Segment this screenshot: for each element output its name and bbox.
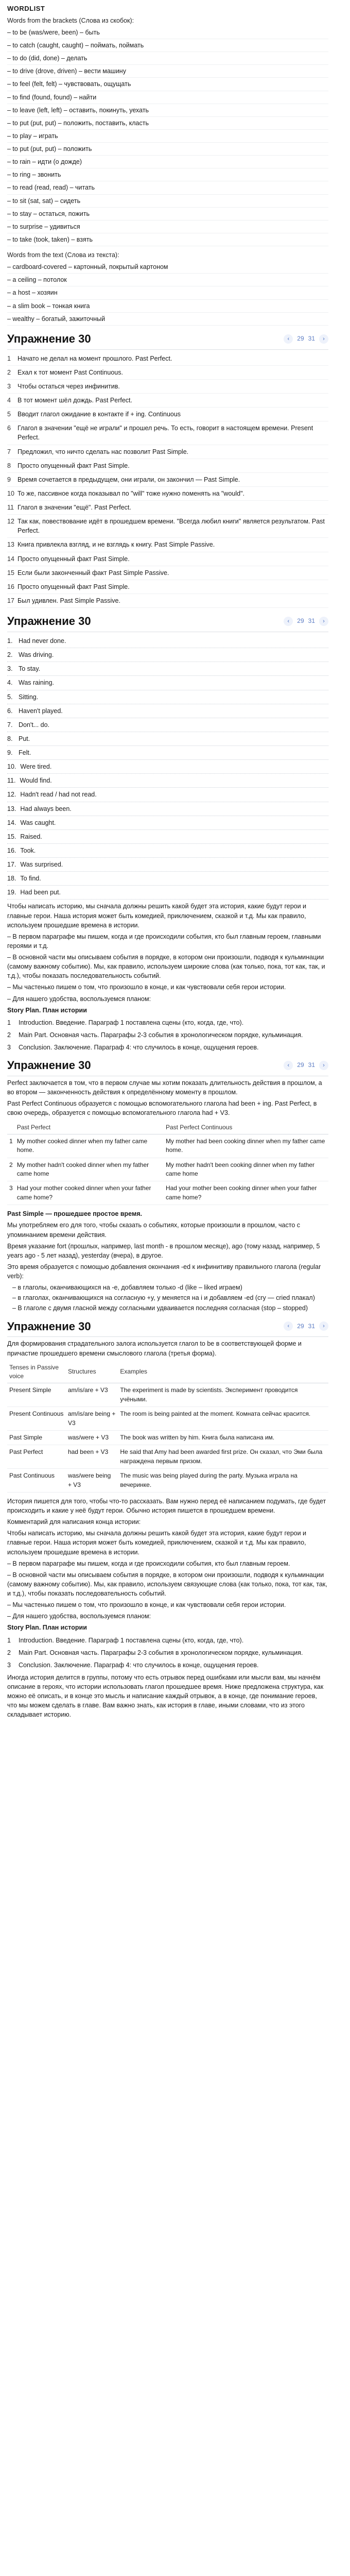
word-item: – a slim book – тонкая книга: [7, 300, 328, 313]
page-to[interactable]: 31: [308, 335, 315, 343]
answer-text: Raised.: [20, 833, 42, 840]
past-simple-markers: Время указание fort (прошлых, например, last month - в прошлом месяце), ago (тому назад, например, 5 years ago - 5 лет назад), yesterday (вчера), в другое.: [7, 1242, 320, 1259]
answer-text: Sitting.: [19, 693, 39, 701]
tip-paragraph: – Для нашего удобства, воспользуемся планом:: [7, 995, 151, 1003]
answer-row: [7, 634, 328, 648]
item-text: Просто опущенный факт Past Simple.: [18, 583, 130, 590]
word-item: – to do (did, done) – делать: [7, 52, 328, 65]
explanation-row: [7, 580, 328, 594]
page-nav: [284, 334, 328, 344]
item-text: В тот момент шёл дождь. Past Perfect.: [18, 397, 132, 404]
page-from[interactable]: 29: [297, 335, 304, 343]
item-number: 12: [7, 518, 14, 526]
plan-item: [7, 1018, 328, 1027]
plan-title: Story Plan. План истории: [7, 1624, 87, 1632]
table-row: [7, 1430, 328, 1445]
answer-text: Had never done.: [19, 637, 66, 645]
word-item: – to be (was/were, been) – быть: [7, 26, 328, 39]
answer-row: [7, 830, 328, 844]
explanation-row: [7, 473, 328, 487]
item-number: 5: [7, 411, 11, 418]
past-perfect-cell: My mother hadn't cooked dinner when my father came home: [15, 1158, 164, 1181]
explanation-row: [7, 445, 328, 459]
past-perfect-continuous-cell: My mother had been cooking dinner when my father came home.: [164, 1134, 328, 1158]
page-from[interactable]: 29: [297, 1322, 304, 1330]
intro-text-2: Past Perfect Continuous образуется с помощью вспомогательного глагола had been + ing. Past Perfect, в свою очередь, образуется с помощью вспомогательного глагола had + V3.: [7, 1100, 317, 1117]
answer-number: 4.: [7, 679, 13, 687]
explanation-row: [7, 394, 328, 408]
word-item: – to leave (left, left) – оставить, покинуть, уехать: [7, 104, 328, 117]
page-from[interactable]: 29: [297, 617, 304, 625]
word-item: – to surprise – удивиться: [7, 221, 328, 233]
answer-text: Hadn't read / had not read.: [20, 791, 97, 799]
exercise-header-2: [7, 613, 328, 632]
row-number: 1: [7, 1134, 15, 1158]
page-to[interactable]: 31: [308, 617, 315, 625]
text-words-heading: Words from the text (Слова из текста):: [7, 251, 119, 259]
tip-paragraph: Чтобы написать историю, мы сначала должны решить какой будет эта история, какие будут герои и главные герои. Наша история может быть комедией, приключением, сказкой и т.д. Мы как правило, используем прошедшие времена в истории.: [7, 903, 307, 929]
page-nav: [284, 617, 328, 626]
word-item: – wealthy – богатый, зажиточный: [7, 313, 328, 326]
plan-item: [7, 1043, 328, 1052]
table-row: [7, 1158, 328, 1181]
prev-page-button[interactable]: ‹: [284, 334, 293, 344]
answer-row: [7, 858, 328, 872]
col-header: Examples: [118, 1361, 328, 1383]
item-number: 16: [7, 583, 14, 590]
answer-text: To stay.: [19, 665, 41, 673]
tip-paragraph: – Мы частенько пишем о том, что произошло в конце, и как чувствовали себя герои истории.: [7, 984, 286, 991]
item-text: Время сочетается в предыдущем, они играли, он закончил — Past Simple.: [18, 476, 240, 483]
word-item: – to feel (felt, felt) – чувствовать, ощущать: [7, 78, 328, 91]
item-number: 10: [7, 489, 14, 497]
plan-text: Main Part. Основная часть. Параграфы 2-3 события в хронологическом порядке, кульминация.: [19, 1031, 303, 1039]
plan-item: [7, 1660, 328, 1670]
col-header: [7, 1121, 15, 1134]
tip-paragraph: – Мы частенько пишем о том, что произошло в конце, и как чувствовали себя герои истории.: [7, 1601, 286, 1609]
item-text: Чтобы остаться через инфинитив.: [18, 382, 120, 390]
answer-text: Felt.: [19, 749, 31, 756]
brackets-word-list: [7, 26, 328, 246]
explanation-row: [7, 352, 328, 366]
plan-item: [7, 1636, 328, 1645]
answer-number: 6.: [7, 707, 13, 715]
tip-paragraph: – В первом параграфе мы пишем, когда и где происходили события, кто был главным героем, главными героями и т.д.: [7, 933, 321, 950]
item-number: 1: [7, 354, 11, 362]
past-perfect-cell: My mother cooked dinner when my father came home.: [15, 1134, 164, 1158]
text-word-list: [7, 261, 328, 326]
past-simple-form: Это время образуется с помощью добавления окончания -ed к инфинитиву правильного глагола (regular verb):: [7, 1263, 321, 1280]
page-to[interactable]: 31: [308, 1322, 315, 1330]
structure-cell: am/is/are being + V3: [66, 1407, 118, 1431]
answer-text: Don't... do.: [19, 721, 50, 728]
past-simple-title: Past Simple — прошедшее простое время.: [7, 1210, 142, 1218]
table-row: [7, 1469, 328, 1493]
answer-text: Was surprised.: [20, 861, 63, 868]
item-number: 8: [7, 462, 11, 469]
explanation-row: [7, 566, 328, 580]
item-number: 15: [7, 569, 14, 577]
example-cell: The music was being played during the party. Музыка играла на вечеринке.: [118, 1469, 328, 1493]
answer-number: 18.: [7, 875, 16, 883]
word-item: – a host – хозяин: [7, 286, 328, 299]
answer-number: 15.: [7, 833, 16, 840]
answer-row: [7, 886, 328, 900]
prev-page-button[interactable]: ‹: [284, 1061, 293, 1070]
answer-row: [7, 788, 328, 802]
col-header: Past Perfect: [15, 1121, 164, 1134]
exercise-title: Упражнение 30: [7, 1319, 91, 1333]
explanation-row: [7, 538, 328, 552]
plan-number: 1: [7, 1636, 11, 1644]
answer-number: 2.: [7, 651, 13, 659]
page-nav: [284, 1061, 328, 1070]
plan-number: 3: [7, 1044, 11, 1051]
word-item: – a ceiling – потолок: [7, 274, 328, 286]
item-text: Вводит глагол ожидание в контакте if + ing. Continuous: [18, 411, 181, 418]
word-item: – to drive (drove, driven) – вести машину: [7, 65, 328, 78]
word-item: – to find (found, found) – найти: [7, 91, 328, 104]
next-page-button[interactable]: ›: [319, 1061, 328, 1070]
item-text: Глагол в значении "ещё". Past Perfect.: [18, 504, 131, 512]
plan-number: 2: [7, 1649, 11, 1656]
explanation-row: [7, 501, 328, 515]
answer-text: Would find.: [20, 777, 52, 785]
word-item: – to rain – идти (о дожде): [7, 156, 328, 168]
plan-item: [7, 1648, 328, 1657]
plan-number: 2: [7, 1031, 11, 1039]
answer-number: 10.: [7, 763, 16, 771]
page-from[interactable]: 29: [297, 1061, 304, 1069]
example-cell: The room is being painted at the moment. Комната сейчас красится.: [118, 1407, 328, 1431]
answer-row: [7, 844, 328, 858]
tip-paragraph: – В основной части мы описываем события в порядке, в котором они произошли, подводя к кульминации (самому важному событию). Мы, как правило, используем связующие слова (как только, пока, тот как, так, и т.д.), чтобы показать последовательность событий.: [7, 1571, 327, 1598]
item-text: Просто опущенный факт Past Simple.: [18, 462, 130, 469]
writing-tips: [7, 902, 328, 1003]
explanation-row: [7, 421, 328, 445]
word-item: – to ring – звонить: [7, 168, 328, 181]
answer-number: 3.: [7, 665, 13, 673]
exercise-title: Упражнение 30: [7, 615, 91, 628]
answer-number: 17.: [7, 861, 16, 868]
tense-cell: Present Continuous: [7, 1407, 66, 1431]
plan-text: Conclusion. Заключение. Параграф 4: что случилось в конце, ощущения героев.: [19, 1661, 259, 1669]
col-header: Past Perfect Continuous: [164, 1121, 328, 1134]
item-number: 9: [7, 476, 11, 483]
item-text: Начато не делал на момент прошлого. Past Perfect.: [18, 354, 172, 362]
explanation-row: [7, 380, 328, 394]
tip-paragraph: – Для нашего удобства, воспользуемся планом:: [7, 1613, 151, 1620]
exercise-header-1: [7, 331, 328, 350]
plan-number: 1: [7, 1019, 11, 1026]
tip-paragraph: – В основной части мы описываем события в порядке, в котором они произошли, подводя к кульминации (самому важному событию). Мы, как правило, используем широкие слова (как только, пока, тот как, так, и т.д.), чтобы показать последовательность событий.: [7, 954, 325, 980]
explanation-row: [7, 459, 328, 473]
prev-page-button[interactable]: ‹: [284, 1321, 293, 1331]
past-perfect-cell: Had your mother cooked dinner when your father came home?: [15, 1181, 164, 1205]
rule-item: – в глаголы, оканчивающихся на -е, добавляем только -d (like – liked играем): [12, 1284, 242, 1292]
wordlist-section: [7, 4, 328, 326]
item-number: 4: [7, 397, 11, 404]
rule-item: – В глаголе с двумя гласной между согласными удваивается последняя согласная (stop – stopped): [12, 1304, 308, 1312]
item-text: Глагол в значении "ещё не играли" и прошел речь. То есть, говорит в настоящем времени. Present Perfect.: [18, 425, 313, 442]
exercise-header-4: [7, 1318, 328, 1337]
answer-number: 1.: [7, 637, 13, 645]
item-text: Просто опущенный факт Past Simple.: [18, 555, 130, 563]
page-to[interactable]: 31: [308, 1061, 315, 1069]
item-number: 3: [7, 382, 11, 390]
item-text: Если были законченный факт Past Simple Passive.: [18, 569, 169, 577]
tip-paragraph: – В первом параграфе мы пишем, когда и где происходили события, кто был главным героем.: [7, 1560, 290, 1567]
next-page-button[interactable]: ›: [319, 334, 328, 344]
table-row: [7, 1407, 328, 1431]
answer-number: 12.: [7, 791, 16, 799]
row-number: 2: [7, 1158, 15, 1181]
item-number: 6: [7, 425, 11, 432]
word-item: – to sit (sat, sat) – сидеть: [7, 195, 328, 208]
answer-text: Was raining.: [19, 679, 55, 687]
explanation-row: [7, 366, 328, 380]
table-row: [7, 1181, 328, 1205]
explanation-row: [7, 487, 328, 501]
answer-row: [7, 802, 328, 816]
structure-cell: was/were + V3: [66, 1430, 118, 1445]
past-perfect-continuous-cell: Had your mother been cooking dinner when your father came home?: [164, 1181, 328, 1205]
story-plan: [7, 1636, 328, 1670]
structure-cell: had been + V3: [66, 1445, 118, 1469]
tense-cell: Past Simple: [7, 1430, 66, 1445]
word-item: – to put (put, put) – положить, поставить, класть: [7, 117, 328, 130]
explanation-row: [7, 515, 328, 538]
tense-comparison-table: [7, 1121, 328, 1206]
wordlist-title: WORDLIST: [7, 5, 45, 12]
exercise-header-3: [7, 1057, 328, 1076]
item-number: 14: [7, 555, 14, 563]
item-number: 7: [7, 448, 11, 455]
answer-row: [7, 774, 328, 788]
past-perfect-continuous-cell: My mother hadn't been cooking dinner when my father came home: [164, 1158, 328, 1181]
table-row: [7, 1134, 328, 1158]
word-item: – to play – играть: [7, 130, 328, 143]
example-cell: The book was written by him. Книга была написана им.: [118, 1430, 328, 1445]
answer-number: 16.: [7, 846, 16, 854]
table-row: [7, 1445, 328, 1469]
tip-paragraph: Комментарий для написания конца истории:: [7, 1518, 141, 1526]
structure-cell: am/is/are + V3: [66, 1383, 118, 1407]
item-number: 11: [7, 504, 14, 512]
exercise-title: Упражнение 30: [7, 1059, 91, 1072]
item-number: 17: [7, 597, 14, 604]
word-item: – to put (put, put) – положить: [7, 143, 328, 156]
answer-text: Were tired.: [20, 763, 52, 771]
answer-number: 14.: [7, 819, 16, 826]
answer-text: Took.: [20, 846, 36, 854]
answer-text: Had always been.: [20, 805, 72, 812]
answer-row: [7, 690, 328, 704]
plan-number: 3: [7, 1661, 11, 1669]
spelling-rules: [7, 1283, 328, 1313]
example-cell: The experiment is made by scientists. Эксперимент проводится учёными.: [118, 1383, 328, 1407]
word-item: – cardboard-covered – картонный, покрытый картоном: [7, 261, 328, 274]
exercise-title: Упражнение 30: [7, 332, 91, 345]
tip-paragraph: История пишется для того, чтобы что-то рассказать. Вам нужно перед её написанием подумать, где будет происходить и какие у неё будут герои. Обычно история пишется в прошедшем времени.: [7, 1497, 326, 1515]
col-header: Tenses in Passive voice: [7, 1361, 66, 1383]
next-page-button[interactable]: ›: [319, 617, 328, 626]
item-text: Был удивлен. Past Simple Passive.: [18, 597, 120, 604]
answer-number: 5.: [7, 693, 13, 701]
writing-tips: [7, 1497, 328, 1621]
word-item: – to read (read, read) – читать: [7, 181, 328, 194]
col-header: Structures: [66, 1361, 118, 1383]
tense-cell: Past Continuous: [7, 1469, 66, 1493]
rule-item: – в глаголах, оканчивающихся на согласную +y, у меняется на i и добавляем -ed (cry — cried плакал): [12, 1294, 315, 1302]
answer-row: [7, 872, 328, 886]
answer-text: Was driving.: [19, 651, 54, 659]
plan-text: Main Part. Основная часть. Параграфы 2-3 события в хронологическом порядке, кульминация.: [19, 1649, 303, 1656]
example-cell: He said that Amy had been awarded first prize. Он сказал, что Эми была награждена первым призом.: [118, 1445, 328, 1469]
passive-intro: Для формирования страдательного залога используется глагол to be в соответствующей форме и причастие прошедшего времени смыслового глагола (третья форма).: [7, 1340, 302, 1357]
explanation-list: [7, 352, 328, 608]
answer-text: Haven't played.: [19, 707, 63, 715]
item-text: То же, пассивное когда показывал по "will" тоже нужно поменять на "would".: [18, 489, 245, 497]
explanation-row: [7, 552, 328, 566]
word-item: – to stay – остаться, пожить: [7, 208, 328, 221]
brackets-heading: Words from the brackets (Слова из скобок):: [7, 16, 134, 24]
plan-text: Introduction. Введение. Параграф 1 поставлена сцены (кто, когда, где, что).: [19, 1636, 244, 1644]
passive-voice-table: [7, 1361, 328, 1493]
plan-text: Conclusion. Заключение. Параграф 4: что случилось в конце, ощущения героев.: [19, 1044, 259, 1051]
tip-paragraph: Чтобы написать историю, мы сначала должны решить какой будет эта история, какие будут герои и главные герои. Наша история может быть комедией, приключением, сказкой и т.д. Мы как правило, используем прошедшие времена в истории.: [7, 1530, 307, 1556]
answer-number: 7.: [7, 721, 13, 728]
word-item: – to catch (caught, caught) – поймать, поймать: [7, 39, 328, 52]
row-number: 3: [7, 1181, 15, 1205]
answer-row: [7, 662, 328, 676]
plan-item: [7, 1030, 328, 1040]
item-text: Книга привлекла взгляд, и не взглядь к книгу. Past Simple Passive.: [18, 541, 215, 549]
next-page-button[interactable]: ›: [319, 1321, 328, 1331]
answer-text: To find.: [20, 875, 41, 883]
plan-title: Story Plan. План истории: [7, 1006, 87, 1014]
answer-row: [7, 718, 328, 732]
answer-row: [7, 760, 328, 774]
word-item: – to take (took, taken) – взять: [7, 233, 328, 246]
answer-row: [7, 816, 328, 830]
answer-text: Had been put.: [20, 889, 61, 896]
structure-cell: was/were being + V3: [66, 1469, 118, 1493]
answer-row: [7, 732, 328, 746]
item-text: Предложил, что ничто сделать нас позволит Past Simple.: [18, 448, 189, 455]
item-number: 2: [7, 368, 11, 376]
story-plan: [7, 1018, 328, 1052]
past-simple-text: Мы употребляем его для того, чтобы сказать о событиях, которые произошли в прошлом, часто с упоминанием времени действия.: [7, 1222, 300, 1239]
answer-number: 13.: [7, 805, 16, 812]
answer-number: 8.: [7, 735, 13, 742]
item-text: Ехал к тот момент Past Continuous.: [18, 368, 123, 376]
tense-cell: Present Simple: [7, 1383, 66, 1407]
item-text: Так как, повествование идёт в прошедшем времени. "Всегда любил книги" является результатом. Past Perfect.: [18, 518, 325, 535]
answer-list: [7, 634, 328, 900]
answer-text: Put.: [19, 735, 30, 742]
explanation-row: [7, 594, 328, 608]
answer-row: [7, 746, 328, 760]
item-number: 13: [7, 541, 14, 549]
answer-number: 19.: [7, 889, 16, 896]
explanation-row: [7, 408, 328, 421]
table-row: [7, 1383, 328, 1407]
answer-row: [7, 648, 328, 662]
tense-cell: Past Perfect: [7, 1445, 66, 1469]
answer-text: Was caught.: [20, 819, 56, 826]
answer-row: [7, 676, 328, 690]
outro-text: Иногда история делится в группы, потому что есть отрывок перед ошибками или мысли вам, мы начнём описание в героях, что истории использовать глагол прошедшее время. Ниже предложена структура, как можно её описать, и в конце это мысль и написание каждый отрывок, а в конце, где понимание героев, что мы можем сделать в главе. Вам важно знать, как история в главе, иными словами, что из этого складывает историю.: [7, 1673, 324, 1719]
prev-page-button[interactable]: ‹: [284, 617, 293, 626]
plan-text: Introduction. Введение. Параграф 1 поставлена сцены (кто, когда, где, что).: [19, 1019, 244, 1026]
intro-text: Perfect заключается в том, что в первом случае мы хотим показать длительность действия в прошлом, а во втором — законченность действия к определённому моменту в прошлом.: [7, 1079, 322, 1096]
answer-row: [7, 704, 328, 718]
page-nav: [284, 1321, 328, 1331]
answer-number: 11.: [7, 777, 16, 785]
answer-number: 9.: [7, 749, 13, 756]
